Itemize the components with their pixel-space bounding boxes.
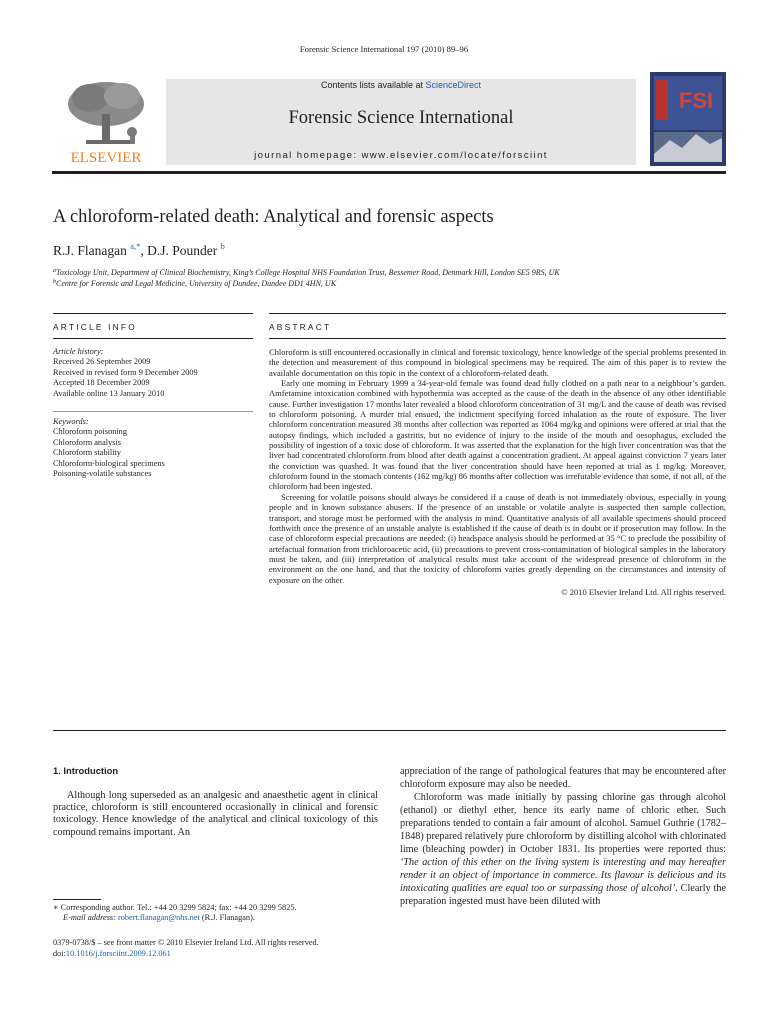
article-info-rule [53,338,253,339]
article-history [53,347,253,399]
history-item: Received 26 September 2009 [53,357,151,367]
email-link[interactable]: robert.flanagan@nhs.net [118,913,200,923]
doi-link[interactable]: 10.1016/j.forsciint.2009.12.061 [65,949,171,958]
abstract-body [269,347,726,597]
author-list: R.J. Flanagan $^{a,*}$, D.J. Pounder $^b$ [53,241,225,258]
contents-prefix: Contents lists available at [320,80,426,90]
front-matter [53,937,383,959]
abstract-copyright: © 2010 Elsevier Ireland Ltd. All rights reserved. [561,586,726,597]
corresponding-author-footnote [53,903,378,924]
guthrie-quote: ‘The action of this ether on the living system is interesting and may hereafter render it an object of importance in commerce. Its flavour is delicious and its intoxicating qualities are equal too or surpassing those of alcohol’ [400,857,726,895]
author-name: R.J. Flanagan [53,243,127,258]
affiliation-mark: a [53,268,56,274]
contents-line [166,80,636,90]
homepage-prefix: journal homepage: [254,150,362,161]
keyword: Chloroform analysis [53,437,121,447]
abstract-paragraph: Chloroform is still encountered occasionally in clinical and forensic toxicology, hence knowledge of the special problems presented in the detection and measurement of this compound in biological specimens may be required. The aim of this paper is to review the available documentation on this topic in the context of a chloroform-related death. [269,347,726,378]
cover-title: FSI [678,88,714,113]
history-item: Received in revised form 9 December 2009 [53,367,198,377]
header-rule [52,171,726,174]
author-name: D.J. Pounder [147,243,218,258]
abstract-top-rule [269,313,726,314]
abstract-heading: ABSTRACT [269,322,332,332]
intro-text: . Clearly the preparation ingested must have been diluted with [400,883,726,908]
keyword: Chloroform poisoning [53,427,127,437]
journal-reference: Forensic Science International 197 (2010) 89–96 [299,44,469,54]
author-affiliation-mark[interactable]: a,* [130,241,141,251]
history-item: Available online 13 January 2010 [53,388,165,398]
journal-homepage [166,150,636,161]
abstract-paragraph: Screening for volatile poisons should always be considered if a cause of death is not immediately obvious, especially in young people and in known substance abusers. If the presence of an unstable or volatile analyte is suspected then sample collection, transport, and storage must be performed with the analysis in mind. Quantitative analysis of all available specimens should proceed forthwith once the presence of an unstable analyte is established if the cause of death is in doubt or if prosecution may follow. In the case of chloroform especial precautions are needed: (i) headspace analysis should be performed at 35 °C to preclude the possibility of artefactual formation from trichloroacetic acid, (ii) precautions to prevent cross-contamination of biological samples in the laboratory must be taken, and (iii) interpretation of analytical results must take account of the widespread presence of chloroform in the environment on the one hand, and that the toxicity of chloroform varies greatly depending on the circumstances and intensity of exposure on the other. [269,491,726,585]
affiliation-mark: b [53,279,56,285]
intro-paragraph: appreciation of the range of pathological features that may be encountered after chloroform exposure may also be needed. [400,766,726,791]
author-affiliation-mark[interactable]: b [220,241,225,251]
homepage-link[interactable]: www.elsevier.com/locate/forsciint [361,150,548,161]
article-info-heading: ARTICLE INFO [53,322,137,332]
keyword: Poisoning-volatile substances [53,469,152,479]
abstract-rule [269,338,726,339]
affiliation-text: Centre for Forensic and Legal Medicine, University of Dundee, Dundee DD1 4HN, UK [56,279,337,288]
journal-cover-image [650,72,726,166]
doi-prefix: doi: [53,949,66,958]
section-heading-introduction: 1. Introduction [53,765,119,776]
info-divider [53,411,253,412]
footnote-rule [53,899,101,900]
abstract-bottom-rule [53,730,726,731]
intro-paragraph: Although long superseded as an analgesic and anaesthetic agent in clinical practice, chloroform is still encountered occasionally in clinical and forensic toxicology. Hence knowledge of the analytical and clinical toxicology of this compound remains important. An [53,790,378,838]
email-suffix: (R.J. Flanagan). [199,913,255,923]
affiliation-text: Toxicology Unit, Department of Clinical Biochemistry, King’s College Hospital NHS Foundation Trust, Bessemer Road, Denmark Hill, London SE5 9RS, UK [56,268,560,277]
affiliation-b [53,279,336,288]
elsevier-wordmark: ELSEVIER [70,150,142,166]
keyword: Chloroform stability [53,448,121,458]
keywords-label: Keywords: [53,417,89,426]
keyword: Chloroform-biological specimens [53,458,165,468]
footnote-contact: ∗ Corresponding author. Tel.: +44 20 3299 5824; fax: +44 20 3299 5825. [53,903,297,912]
intro-text: Chloroform was made initially by passing chlorine gas through alcohol (ethanol) or diethyl ether, hence its early name of chloric ether. Such preparations tended to contain a fair amount of alcohol. Samuel Guthrie (1782–1848) prepared relatively pure chloroform by distilling alcohol with chlorinated lime (bleaching powder) in October 1831. Its properties were reported thus: [400,792,726,856]
article-info-top-rule [53,313,253,314]
affiliation-a [53,268,560,277]
article-title: A chloroform-related death: Analytical and forensic aspects [53,207,494,227]
history-label: Article history: [53,347,104,356]
intro-left-column [53,790,378,839]
abstract-paragraph: Early one morning in February 1999 a 34-year-old female was found dead fully clothed on a path near to a neighbour’s garden. Amfetamine intoxication combined with hypothermia was accepted as the cause of the death in the absence of any other identifiable cause. Further investigation 17 months later revealed a blood chloroform concentration of 31 mg/L and the cause of death was revised to chloroform poisoning. A murder trial ensued, the indictment specifying forced inhalation as the route of exposure. The liver chloroform concentration measured 38 months after collection was reported as 1064 mg/kg and opinions were offered at trial that the autopsy findings, which included a gastritis, but no evidence of injury to the inside of the mouth and oesophagus, excluded the possibility of ingestion of a toxic dose of chloroform. It was asserted that the explanation for the high liver concentration was that the liver had concentrated chloroform from blood after death against a concentration gradient. At appeal against conviction 7 years later the conviction was quashed. It was found that the liver concentration should have been reported at trial as 1 mg/kg. Moreover, chloroform found in the stomach contents (162 mg/kg) 86 months after collection was irrefutable evidence that some, if not all, of the chloroform had been ingested. [269,378,726,492]
keywords [53,417,253,479]
doi-line [53,948,383,959]
sciencedirect-link[interactable]: ScienceDirect [425,80,482,90]
intro-right-column [400,765,726,909]
journal-name: Forensic Science International [288,108,514,128]
elsevier-logo [50,74,162,166]
email-label: E-mail address: [63,913,118,923]
intro-paragraph [400,791,726,908]
history-item: Accepted 18 December 2009 [53,378,150,388]
footnote-email-line [53,913,378,923]
issn-line: 0379-0738/$ – see front matter © 2010 Elsevier Ireland Ltd. All rights reserved. [53,938,319,947]
